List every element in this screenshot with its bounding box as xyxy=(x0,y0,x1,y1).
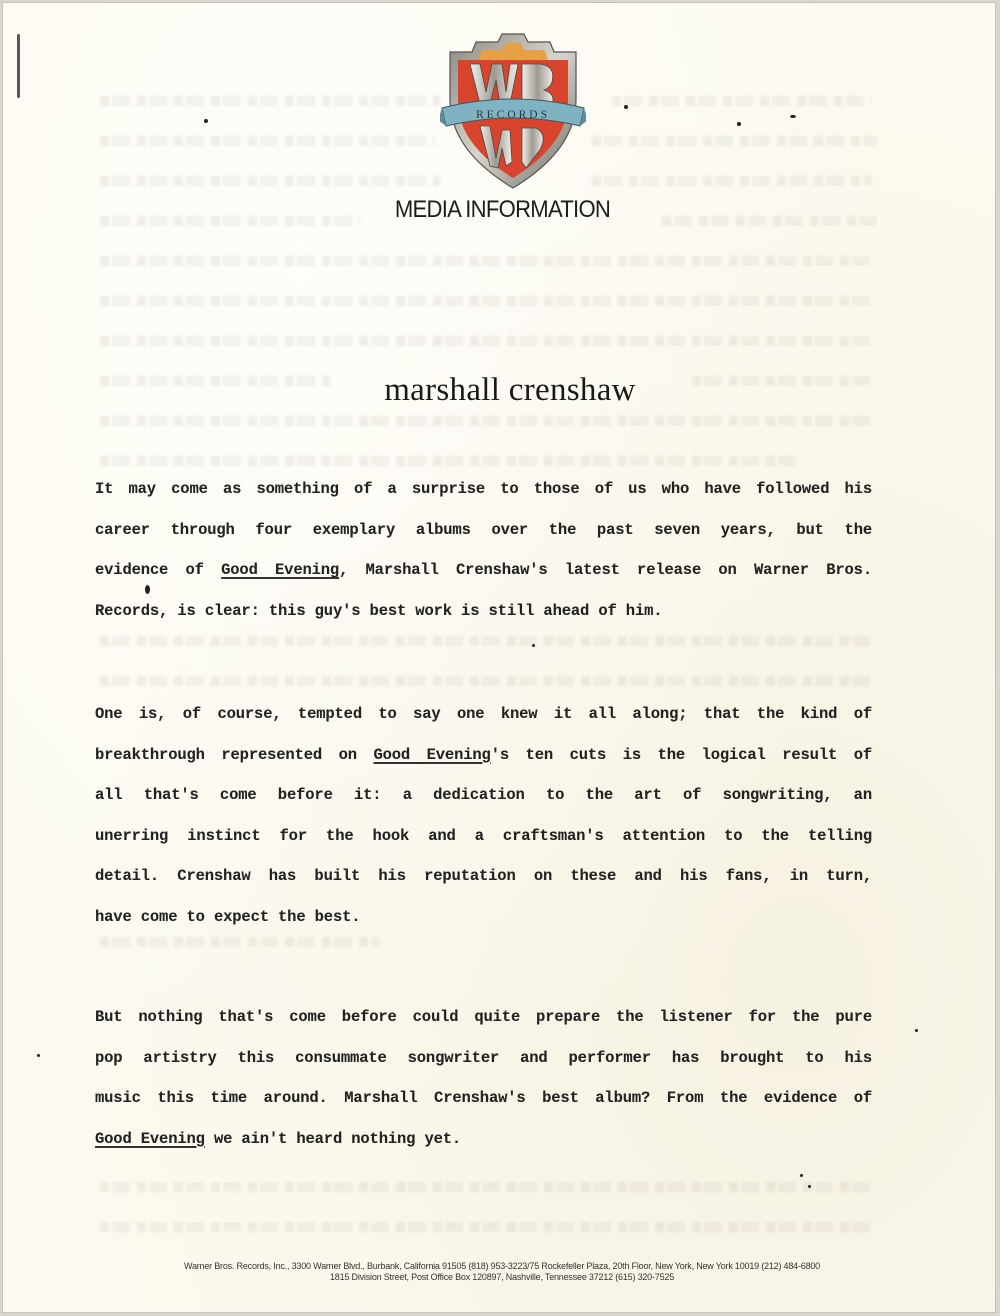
text-segment: , Marshall Crenshaw's latest release on Warner Bros. xyxy=(339,561,872,579)
text-line xyxy=(95,1078,872,1119)
text-line xyxy=(95,816,872,857)
text-segment: unerring instinct for the hook and a craftsman's attention to the telling xyxy=(95,826,872,845)
text-line xyxy=(95,591,872,632)
footer-address-line-2: 1815 Division Street, Post Office Box 120897, Nashville, Tennessee 37212 (615) 320-7525 xyxy=(330,1271,674,1282)
album-title: Good Evening xyxy=(221,561,340,579)
wb-records-shield-logo xyxy=(440,30,586,190)
text-line xyxy=(95,775,872,816)
text-segment: have come to expect the best. xyxy=(95,907,361,926)
text-line xyxy=(95,1038,872,1079)
text-line xyxy=(95,694,872,735)
text-line xyxy=(95,510,872,551)
text-segment: evidence of xyxy=(95,561,222,579)
text-segment: It may come as something of a surprise to those of us who have followed his xyxy=(95,480,872,498)
footer-address-line-1: Warner Bros. Records, Inc., 3300 Warner Blvd., Burbank, California 91505 (818) 953-3223/75 Rockefeller Plaza, 20th Floor, New York, New York 10019 (212) 484-6800 xyxy=(183,1261,820,1271)
text-segment: Records, is clear: this guy's best work is still ahead of him. xyxy=(95,601,663,620)
paragraph-1 xyxy=(95,469,872,631)
text-segment: we ain't heard nothing yet. xyxy=(204,1129,462,1148)
text-line xyxy=(95,469,872,510)
paragraph-2 xyxy=(95,694,872,937)
text-line xyxy=(95,897,872,938)
text-segment: One is, of course, tempted to say one knew it all along; that the kind of xyxy=(95,705,872,723)
text-segment: breakthrough represented on xyxy=(95,745,374,764)
text-line xyxy=(95,550,872,591)
text-segment: all that's come before it: a dedication to the art of songwriting, an xyxy=(95,786,872,804)
text-line xyxy=(95,856,872,897)
paragraph-3 xyxy=(95,997,872,1159)
album-title: Good Evening xyxy=(95,1129,205,1148)
footer-address xyxy=(2,1261,1000,1282)
staple-mark xyxy=(17,34,20,98)
text-line xyxy=(95,1119,872,1160)
text-segment: pop artistry this consummate songwriter and performer has brought to his xyxy=(95,1048,872,1067)
media-information-heading: MEDIA INFORMATION xyxy=(394,196,611,223)
text-segment: 's ten cuts is the logical result of xyxy=(490,745,872,764)
svg-text:RECORDS: RECORDS xyxy=(475,109,551,121)
text-segment: detail. Crenshaw has built his reputation on these and his fans, in turn, xyxy=(95,867,872,885)
artist-title: marshall crenshaw xyxy=(384,372,636,408)
album-title: Good Evening xyxy=(373,745,491,764)
press-release-page xyxy=(2,2,996,1313)
text-line xyxy=(95,997,872,1038)
text-segment: career through four exemplary albums over the past seven years, but the xyxy=(95,520,872,539)
text-segment: music this time around. Marshall Crenshaw's best album? From the evidence of xyxy=(95,1089,872,1107)
text-segment: But nothing that's come before could quite prepare the listener for the pure xyxy=(95,1008,872,1026)
text-line xyxy=(95,735,872,776)
